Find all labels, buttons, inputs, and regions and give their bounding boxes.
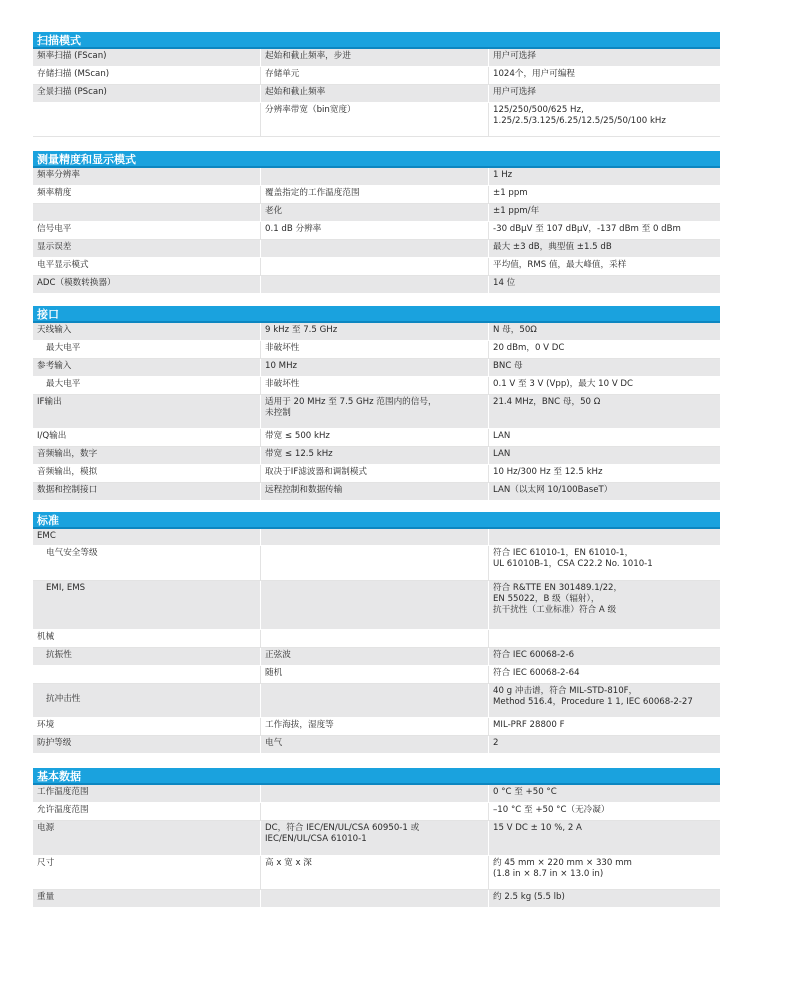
param-cell: 尺寸 bbox=[33, 856, 261, 889]
value-cell: 1024个，用户可编程 bbox=[493, 69, 576, 79]
condition-cell: 高 x 宽 x 深 bbox=[261, 856, 489, 889]
table-row bbox=[33, 85, 720, 103]
table-row bbox=[33, 736, 720, 754]
value-cell: 40 g 冲击谱，符合 MIL-STD-810F， Method 516.4，Procedure 1 1, IEC 60068-2-27 bbox=[493, 686, 693, 707]
table-row bbox=[33, 890, 720, 908]
condition-cell: 分辨率带宽（bin宽度） bbox=[261, 103, 489, 136]
param-cell bbox=[33, 204, 261, 221]
param-cell: 信号电平 bbox=[33, 222, 261, 239]
param-cell: 环境 bbox=[33, 718, 261, 735]
table-row bbox=[33, 359, 720, 377]
param-cell: 存储扫描 (MScan) bbox=[33, 67, 261, 84]
param-cell bbox=[33, 666, 261, 683]
condition-cell: 适用于 20 MHz 至 7.5 GHz 范围内的信号， 未控制 bbox=[261, 395, 489, 428]
table-row bbox=[33, 718, 720, 736]
table-row bbox=[33, 186, 720, 204]
table-row bbox=[33, 483, 720, 501]
param-cell: 防护等级 bbox=[33, 736, 261, 753]
table-row bbox=[33, 785, 720, 803]
table-row bbox=[33, 377, 720, 395]
table-row bbox=[33, 684, 720, 718]
value-cell: 0 °C 至 +50 °C bbox=[493, 787, 557, 797]
condition-cell: 老化 bbox=[261, 204, 489, 221]
param-cell: 频率分辨率 bbox=[33, 168, 261, 185]
param-cell: 参考输入 bbox=[33, 359, 261, 376]
table-row bbox=[33, 341, 720, 359]
value-cell: 符合 IEC 60068-2-64 bbox=[493, 668, 580, 678]
value-cell: 20 dBm，0 V DC bbox=[493, 343, 565, 353]
value-cell: 平均值，RMS 值，最大峰值，采样 bbox=[493, 260, 627, 270]
value-cell: 用户可选择 bbox=[493, 87, 536, 97]
table-row bbox=[33, 666, 720, 684]
param-cell: 抗冲击性 bbox=[33, 684, 261, 717]
value-cell: ±1 ppm bbox=[493, 188, 528, 198]
table-row bbox=[33, 49, 720, 67]
value-cell: 21.4 MHz，BNC 母，50 Ω bbox=[493, 397, 601, 407]
table-row bbox=[33, 258, 720, 276]
value-cell: 14 位 bbox=[493, 278, 516, 288]
condition-cell: 存储单元 bbox=[261, 67, 489, 84]
param-cell: 电气安全等级 bbox=[33, 546, 261, 580]
table-row bbox=[33, 240, 720, 258]
condition-cell: 电气 bbox=[261, 736, 489, 753]
table-row bbox=[33, 429, 720, 447]
value-cell: 2 bbox=[493, 738, 499, 748]
condition-cell bbox=[261, 240, 489, 257]
condition-cell bbox=[261, 890, 489, 907]
table-row bbox=[33, 465, 720, 483]
condition-cell bbox=[261, 785, 489, 802]
condition-cell: 取决于IF滤波器和调制模式 bbox=[261, 465, 489, 482]
value-cell: 用户可选择 bbox=[493, 51, 536, 61]
value-cell: ±1 ppm/年 bbox=[493, 206, 540, 216]
value-cell: 符合 R&TTE EN 301489.1/22， EN 55022，B 级（辐射）， 抗干扰性（工业标准）符合 A 级 bbox=[493, 583, 623, 615]
value-cell: 0.1 V 至 3 V (Vpp)，最大 10 V DC bbox=[493, 379, 634, 389]
condition-cell bbox=[261, 630, 489, 647]
condition-cell bbox=[261, 258, 489, 275]
section-interfaces bbox=[33, 306, 720, 501]
param-cell: EMC bbox=[33, 529, 261, 545]
table-row bbox=[33, 103, 720, 137]
condition-cell: 0.1 dB 分辨率 bbox=[261, 222, 489, 239]
table-row bbox=[33, 581, 720, 630]
param-cell: I/Q输出 bbox=[33, 429, 261, 446]
table-row bbox=[33, 821, 720, 856]
param-cell: 重量 bbox=[33, 890, 261, 907]
param-cell: 工作温度范围 bbox=[33, 785, 261, 802]
condition-cell: DC，符合 IEC/EN/UL/CSA 60950-1 或 IEC/EN/UL/CSA 61010-1 bbox=[261, 821, 489, 855]
value-cell: 符合 IEC 61010-1，EN 61010-1， UL 61010B-1，CSA C22.2 No. 1010-1 bbox=[493, 548, 653, 569]
condition-cell bbox=[261, 276, 489, 293]
section-title: 标准 bbox=[33, 512, 720, 529]
table-row bbox=[33, 222, 720, 240]
value-cell: 125/250/500/625 Hz, 1.25/2.5/3.125/6.25/12.5/25/50/100 kHz bbox=[493, 105, 666, 126]
table-row bbox=[33, 276, 720, 294]
param-cell: 音频输出，数字 bbox=[33, 447, 261, 464]
table-row bbox=[33, 168, 720, 186]
condition-cell: 工作海拔，湿度等 bbox=[261, 718, 489, 735]
condition-cell: 远程控制和数据传输 bbox=[261, 483, 489, 500]
condition-cell: 非破坏性 bbox=[261, 377, 489, 394]
condition-cell bbox=[261, 168, 489, 185]
value-cell: MIL-PRF 28800 F bbox=[493, 720, 565, 730]
section-title: 测量精度和显示模式 bbox=[33, 151, 720, 168]
value-cell: 15 V DC ± 10 %, 2 A bbox=[493, 823, 582, 833]
value-cell: –10 °C 至 +50 °C（无冷凝） bbox=[493, 805, 610, 815]
param-cell: 最大电平 bbox=[33, 341, 261, 358]
param-cell: 抗振性 bbox=[33, 648, 261, 665]
param-cell: 频率精度 bbox=[33, 186, 261, 203]
condition-cell: 随机 bbox=[261, 666, 489, 683]
table-row bbox=[33, 447, 720, 465]
value-cell: 10 Hz/300 Hz 至 12.5 kHz bbox=[493, 467, 603, 477]
value-cell: -30 dBμV 至 107 dBμV，-137 dBm 至 0 dBm bbox=[493, 224, 681, 234]
param-cell: 音频输出，模拟 bbox=[33, 465, 261, 482]
param-cell: 机械 bbox=[33, 630, 261, 647]
condition-cell bbox=[261, 529, 489, 545]
section-scan-modes bbox=[33, 32, 720, 137]
table-row bbox=[33, 856, 720, 890]
table-row bbox=[33, 529, 720, 546]
condition-cell: 9 kHz 至 7.5 GHz bbox=[261, 323, 489, 340]
section-accuracy-display bbox=[33, 151, 720, 294]
param-cell: 允许温度范围 bbox=[33, 803, 261, 820]
value-cell: N 母，50Ω bbox=[493, 325, 537, 335]
value-cell: LAN（以太网 10/100BaseT） bbox=[493, 485, 613, 495]
param-cell bbox=[33, 103, 261, 136]
param-cell: EMI, EMS bbox=[33, 581, 261, 629]
param-cell: 电源 bbox=[33, 821, 261, 855]
condition-cell bbox=[261, 803, 489, 820]
condition-cell: 起始和截止频率 bbox=[261, 85, 489, 102]
param-cell: 显示误差 bbox=[33, 240, 261, 257]
table-row bbox=[33, 803, 720, 821]
param-cell: 全景扫描 (PScan) bbox=[33, 85, 261, 102]
param-cell: 数据和控制接口 bbox=[33, 483, 261, 500]
condition-cell: 正弦波 bbox=[261, 648, 489, 665]
section-standards bbox=[33, 512, 720, 754]
section-title: 接口 bbox=[33, 306, 720, 323]
table-row bbox=[33, 204, 720, 222]
condition-cell: 10 MHz bbox=[261, 359, 489, 376]
table-row bbox=[33, 323, 720, 341]
param-cell: 频率扫描 (FScan) bbox=[33, 49, 261, 66]
value-cell bbox=[489, 529, 720, 545]
value-cell: 最大 ±3 dB，典型值 ±1.5 dB bbox=[493, 242, 612, 252]
value-cell: LAN bbox=[493, 431, 511, 441]
table-row bbox=[33, 630, 720, 648]
value-cell: 1 Hz bbox=[493, 170, 513, 180]
condition-cell: 带宽 ≤ 12.5 kHz bbox=[261, 447, 489, 464]
param-cell: ADC（模数转换器） bbox=[33, 276, 261, 293]
table-row bbox=[33, 546, 720, 581]
value-cell: LAN bbox=[493, 449, 511, 459]
section-title: 扫描模式 bbox=[33, 32, 720, 49]
value-cell: BNC 母 bbox=[493, 361, 523, 371]
value-cell: 约 45 mm × 220 mm × 330 mm (1.8 in × 8.7 in × 13.0 in) bbox=[493, 858, 632, 879]
condition-cell bbox=[261, 546, 489, 580]
table-row bbox=[33, 395, 720, 429]
param-cell: IF输出 bbox=[33, 395, 261, 428]
condition-cell bbox=[261, 581, 489, 629]
condition-cell: 覆盖指定的工作温度范围 bbox=[261, 186, 489, 203]
condition-cell: 带宽 ≤ 500 kHz bbox=[261, 429, 489, 446]
section-title: 基本数据 bbox=[33, 768, 720, 785]
param-cell: 最大电平 bbox=[33, 377, 261, 394]
value-cell: 符合 IEC 60068-2-6 bbox=[493, 650, 575, 660]
table-row bbox=[33, 67, 720, 85]
param-cell: 天线输入 bbox=[33, 323, 261, 340]
condition-cell: 起始和截止频率，步进 bbox=[261, 49, 489, 66]
param-cell: 电平显示模式 bbox=[33, 258, 261, 275]
value-cell: 约 2.5 kg (5.5 lb) bbox=[493, 892, 565, 902]
condition-cell bbox=[261, 684, 489, 717]
section-basic-data bbox=[33, 768, 720, 908]
value-cell bbox=[489, 630, 720, 647]
table-row bbox=[33, 648, 720, 666]
condition-cell: 非破坏性 bbox=[261, 341, 489, 358]
